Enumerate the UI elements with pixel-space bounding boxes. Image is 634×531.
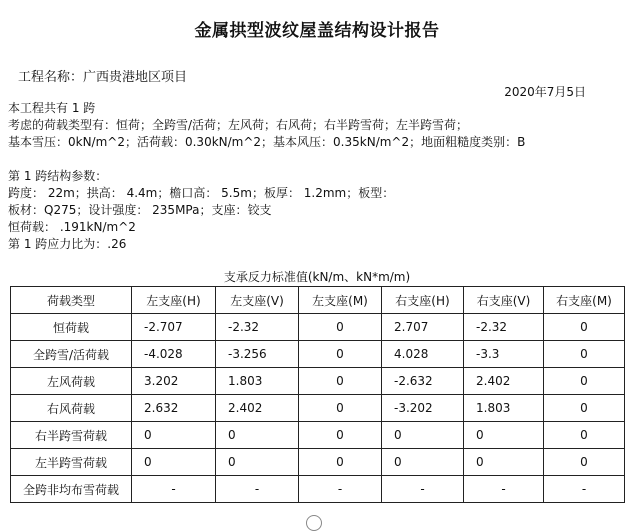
value-cell: 0 bbox=[299, 368, 382, 395]
value-cell: -3.3 bbox=[464, 341, 544, 368]
value-cell: 0 bbox=[544, 395, 625, 422]
header-cell: 荷载类型 bbox=[11, 287, 132, 314]
value-cell: 0 bbox=[544, 449, 625, 476]
table-caption: 支承反力标准值(kN/m、kN*m/m) bbox=[223, 270, 411, 284]
value-cell: 0 bbox=[464, 449, 544, 476]
table-row bbox=[11, 395, 625, 422]
value-cell: 4.028 bbox=[382, 341, 464, 368]
value-cell: 1.803 bbox=[216, 368, 299, 395]
value-cell: -4.028 bbox=[132, 341, 216, 368]
report-title: 金属拱型波纹屋盖结构设计报告 bbox=[194, 21, 440, 41]
value-cell: 0 bbox=[132, 422, 216, 449]
load-type-cell: 全跨非均布雪荷载 bbox=[11, 476, 132, 503]
table-row bbox=[11, 368, 625, 395]
project-name: 工程名称：广西贵港地区项目 bbox=[18, 70, 188, 85]
geometry-line: 跨度： 22m；拱高： 4.4m；檐口高： 5.5m；板厚： 1.2mm；板型： bbox=[8, 186, 395, 200]
value-cell: 0 bbox=[216, 422, 299, 449]
value-cell: 3.202 bbox=[132, 368, 216, 395]
report-body bbox=[8, 100, 525, 253]
table-row bbox=[11, 314, 625, 341]
dead-load-line: 恒荷载： .191kN/m^2 bbox=[8, 220, 136, 234]
value-cell: 0 bbox=[132, 449, 216, 476]
header-cell: 右支座(M) bbox=[544, 287, 625, 314]
load-type-cell: 右半跨雪荷载 bbox=[11, 422, 132, 449]
value-cell: - bbox=[464, 476, 544, 503]
value-cell: - bbox=[299, 476, 382, 503]
table-row bbox=[11, 341, 625, 368]
load-type-cell: 恒荷载 bbox=[11, 314, 132, 341]
table-header-row bbox=[11, 287, 625, 314]
value-cell: 0 bbox=[544, 368, 625, 395]
material-line: 板材：Q275；设计强度： 235MPa；支座：铰支 bbox=[8, 203, 272, 217]
value-cell: - bbox=[132, 476, 216, 503]
load-type-cell: 左风荷载 bbox=[11, 368, 132, 395]
value-cell: 0 bbox=[299, 395, 382, 422]
load-type-cell: 全跨雪/活荷载 bbox=[11, 341, 132, 368]
value-cell: 0 bbox=[544, 422, 625, 449]
load-type-cell: 左半跨雪荷载 bbox=[11, 449, 132, 476]
value-cell: 2.632 bbox=[132, 395, 216, 422]
value-cell: 0 bbox=[299, 341, 382, 368]
value-cell: -3.256 bbox=[216, 341, 299, 368]
stress-ratio-line: 第 1 跨应力比为：.26 bbox=[8, 237, 127, 251]
basic-loads-line: 基本雪压：0kN/m^2；活荷载：0.30kN/m^2；基本风压：0.35kN/m^2；地面粗糙度类别：B bbox=[8, 135, 526, 149]
value-cell: 0 bbox=[216, 449, 299, 476]
value-cell: 0 bbox=[299, 422, 382, 449]
header-cell: 左支座(M) bbox=[299, 287, 382, 314]
page-marker-icon bbox=[306, 515, 322, 531]
value-cell: 2.402 bbox=[464, 368, 544, 395]
report-date: 2020年7月5日 bbox=[504, 85, 586, 99]
value-cell: -2.707 bbox=[132, 314, 216, 341]
header-cell: 左支座(H) bbox=[132, 287, 216, 314]
value-cell: -2.32 bbox=[216, 314, 299, 341]
value-cell: 0 bbox=[299, 314, 382, 341]
load-type-cell: 右风荷载 bbox=[11, 395, 132, 422]
value-cell: - bbox=[216, 476, 299, 503]
table-row bbox=[11, 422, 625, 449]
header-cell: 右支座(V) bbox=[464, 287, 544, 314]
value-cell: - bbox=[544, 476, 625, 503]
value-cell: -3.202 bbox=[382, 395, 464, 422]
table-row bbox=[11, 476, 625, 503]
header-cell: 右支座(H) bbox=[382, 287, 464, 314]
span-params-heading: 第 1 跨结构参数： bbox=[8, 169, 108, 183]
value-cell: 0 bbox=[464, 422, 544, 449]
value-cell: 2.707 bbox=[382, 314, 464, 341]
value-cell: 1.803 bbox=[464, 395, 544, 422]
value-cell: 0 bbox=[382, 422, 464, 449]
value-cell: -2.632 bbox=[382, 368, 464, 395]
value-cell: 0 bbox=[382, 449, 464, 476]
value-cell: - bbox=[382, 476, 464, 503]
value-cell: 2.402 bbox=[216, 395, 299, 422]
value-cell: -2.32 bbox=[464, 314, 544, 341]
span-count-line: 本工程共有 1 跨 bbox=[8, 101, 96, 115]
table-row bbox=[11, 449, 625, 476]
value-cell: 0 bbox=[544, 341, 625, 368]
header-cell: 左支座(V) bbox=[216, 287, 299, 314]
value-cell: 0 bbox=[299, 449, 382, 476]
load-types-line: 考虑的荷载类型有：恒荷；全跨雪/活荷；左风荷；右风荷；右半跨雪荷；左半跨雪荷； bbox=[8, 118, 469, 132]
value-cell: 0 bbox=[544, 314, 625, 341]
reaction-table bbox=[10, 286, 625, 503]
